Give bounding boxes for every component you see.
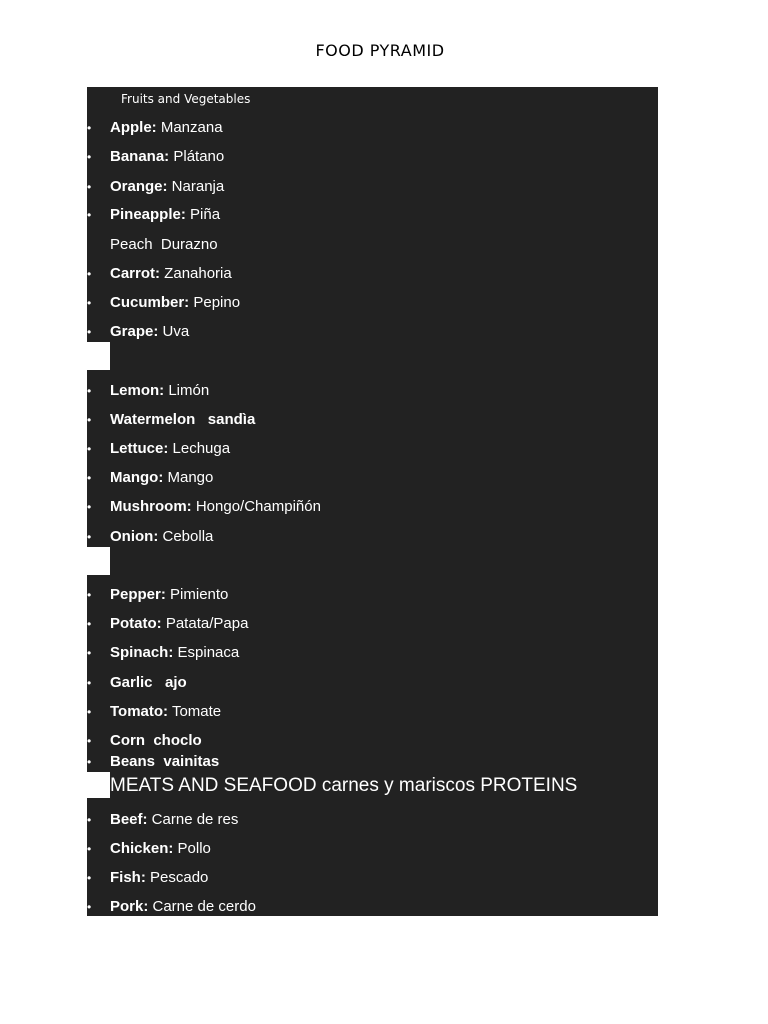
list-gap (87, 547, 110, 575)
item-term: Pineapple: (110, 206, 186, 223)
item-translation: Pollo (173, 840, 211, 857)
bullet-icon: • (87, 871, 92, 885)
item-term: Grape: (110, 323, 159, 340)
fruits-vegetables-heading: Fruits and Vegetables (121, 92, 251, 106)
item-translation: Cebolla (158, 528, 214, 545)
bullet-icon: • (87, 413, 92, 427)
bullet-icon: • (87, 384, 92, 398)
item-translation: Zanahoria (160, 265, 232, 282)
meats-seafood-heading: MEATS AND SEAFOOD carnes y mariscos PROTEINS (110, 775, 578, 796)
item-translation: Peach Durazno (110, 236, 218, 253)
item-translation: Limón (164, 382, 210, 399)
item-translation: Piña (185, 206, 221, 223)
bullet-icon: • (87, 617, 92, 631)
item-term: Mushroom: (110, 498, 192, 515)
bullet-icon: • (87, 296, 92, 310)
bullet-icon: • (87, 588, 92, 602)
item-term: Lemon: (110, 382, 165, 399)
item-term: Beef: (110, 811, 148, 828)
bullet-icon: • (87, 842, 92, 856)
item-translation: Plátano (169, 148, 225, 165)
bullet-icon: • (87, 900, 92, 914)
item-translation: Pimiento (165, 586, 229, 603)
item-term: Tomato: (110, 703, 169, 720)
item-term: Watermelon sandìa (110, 411, 256, 428)
bullet-icon: • (87, 676, 92, 690)
bullet-icon: • (87, 530, 92, 544)
item-term: Onion: (110, 528, 159, 545)
item-term: Cucumber: (110, 294, 190, 311)
bullet-icon: • (87, 500, 92, 514)
bullet-icon: • (87, 325, 92, 339)
bullet-icon: • (87, 121, 92, 135)
item-translation: Mango (163, 469, 214, 486)
bullet-icon: • (87, 734, 92, 748)
item-term: Pork: (110, 898, 149, 915)
item-term: Pepper: (110, 586, 166, 603)
item-term: Banana: (110, 148, 170, 165)
item-translation: Tomate (168, 703, 222, 720)
item-term: Corn choclo (110, 732, 202, 749)
list-gap (87, 342, 110, 370)
bullet-icon: • (87, 646, 92, 660)
item-translation: Carne de cerdo (148, 898, 256, 915)
item-term: Orange: (110, 178, 168, 195)
item-translation: Pescado (145, 869, 209, 886)
bullet-icon: • (87, 208, 92, 222)
item-term: Garlic ajo (110, 674, 187, 691)
item-term: Fish: (110, 869, 146, 886)
page-title: FOOD PYRAMID (315, 41, 445, 60)
bullet-icon: • (87, 755, 92, 769)
item-term: Beans vainitas (110, 753, 220, 770)
bullet-icon: • (87, 150, 92, 164)
item-term: Potato: (110, 615, 162, 632)
list-gap (87, 772, 110, 798)
item-translation: Pepino (189, 294, 241, 311)
item-translation: Naranja (167, 178, 225, 195)
item-translation: Patata/Papa (161, 615, 249, 632)
item-term: Apple: (110, 119, 157, 136)
item-translation: Uva (158, 323, 190, 340)
bullet-icon: • (87, 442, 92, 456)
bullet-icon: • (87, 267, 92, 281)
item-translation: Carne de res (147, 811, 239, 828)
item-term: Mango: (110, 469, 164, 486)
item-translation: Espinaca (173, 644, 240, 661)
bullet-icon: • (87, 180, 92, 194)
item-translation: Manzana (156, 119, 223, 136)
item-term: Carrot: (110, 265, 161, 282)
bullet-icon: • (87, 813, 92, 827)
item-translation: Lechuga (168, 440, 231, 457)
item-term: Spinach: (110, 644, 174, 661)
item-term: Chicken: (110, 840, 174, 857)
item-term: Lettuce: (110, 440, 169, 457)
bullet-icon: • (87, 705, 92, 719)
bullet-icon: • (87, 471, 92, 485)
item-translation: Hongo/Champiñón (191, 498, 321, 515)
